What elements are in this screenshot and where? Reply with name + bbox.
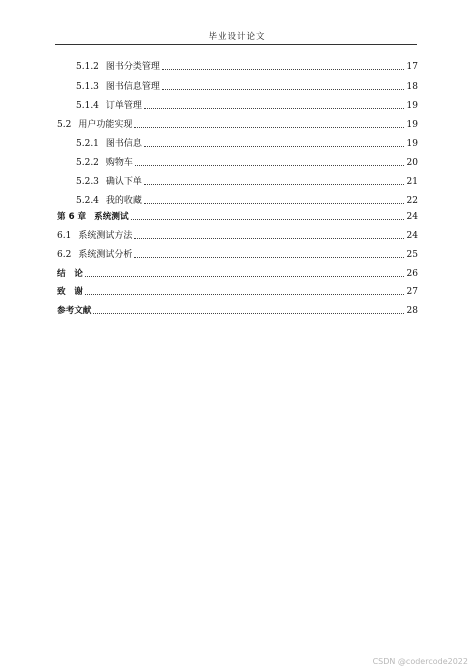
- toc-entry[interactable]: [0, 80, 474, 94]
- toc-entry-number: 第 6 章: [57, 212, 87, 222]
- toc-entry-title: 系统测试: [94, 212, 129, 222]
- toc-entry[interactable]: [0, 248, 474, 262]
- toc-leader-dots: [134, 127, 404, 128]
- toc-leader-dots: [131, 219, 404, 220]
- toc-entry-title: 订单管理: [105, 101, 142, 111]
- toc-entry-label: [76, 99, 142, 113]
- toc-entry-title: 用户功能实现: [78, 120, 133, 130]
- toc-entry-page: 19: [406, 139, 418, 149]
- toc-entry-page: 21: [406, 177, 418, 187]
- toc-entry-title: 致 谢: [57, 287, 83, 297]
- toc-entry-page: 17: [406, 62, 418, 72]
- toc-entry[interactable]: [0, 210, 474, 224]
- toc-entry-number: 5.1.2: [76, 62, 99, 72]
- toc-entry-number: 5.1.3: [76, 82, 99, 92]
- toc-entry-title: 图书信息: [105, 139, 142, 149]
- toc-leader-dots: [144, 146, 404, 147]
- toc-entry-page: 19: [406, 101, 418, 111]
- toc-entry-label: [76, 60, 160, 74]
- toc-entry-label: [76, 156, 133, 170]
- toc-entry-title: 系统测试方法: [78, 231, 133, 241]
- toc-entry-number: 5.2.3: [76, 177, 99, 187]
- toc-entry-number: 6.1: [57, 231, 72, 241]
- toc-entry[interactable]: [0, 137, 474, 151]
- toc-entry-label: [57, 118, 132, 132]
- toc-entry-title: 我的收藏: [105, 196, 142, 206]
- toc-leader-dots: [144, 184, 404, 185]
- toc-entry-label: [76, 80, 160, 94]
- toc-leader-dots: [144, 203, 404, 204]
- toc-entry-page: 18: [406, 82, 418, 92]
- toc-entry-number: 5.2: [57, 120, 72, 130]
- toc-entry[interactable]: [0, 118, 474, 132]
- toc-entry[interactable]: [0, 229, 474, 243]
- toc-entry-title: 购物车: [105, 158, 133, 168]
- toc-entry-number: 5.2.2: [76, 158, 99, 168]
- toc-entry-page: 27: [406, 287, 418, 297]
- toc-entry-number: 5.2.4: [76, 196, 99, 206]
- toc-entry-title: 系统测试分析: [78, 250, 133, 260]
- toc-entry-page: 20: [406, 158, 418, 168]
- toc-entry[interactable]: [0, 194, 474, 208]
- toc-leader-dots: [135, 165, 404, 166]
- toc-entry-page: 22: [406, 196, 418, 206]
- watermark: CSDN @codercode2022: [372, 657, 468, 666]
- toc-entry[interactable]: [0, 285, 474, 299]
- toc-entry-number: 5.1.4: [76, 101, 99, 111]
- toc-entry-page: 24: [406, 212, 418, 222]
- toc-entry-label: [76, 137, 142, 151]
- toc-entry-page: 25: [406, 250, 418, 260]
- toc-entry-title: 确认下单: [105, 177, 142, 187]
- toc-entry-title: 参考文献: [57, 306, 92, 316]
- toc-entry-label: [76, 175, 142, 189]
- toc-entry[interactable]: [0, 156, 474, 170]
- toc-entry-page: 28: [406, 306, 418, 316]
- toc-leader-dots: [85, 294, 404, 295]
- toc-entry-title: 图书分类管理: [105, 62, 160, 72]
- toc-entry[interactable]: [0, 267, 474, 281]
- toc-leader-dots: [134, 257, 404, 258]
- toc-entry-number: 5.2.1: [76, 139, 99, 149]
- toc-entry-label: [57, 210, 129, 224]
- toc-entry-label: [57, 304, 91, 318]
- page-header-title: 毕业设计论文: [208, 32, 266, 42]
- toc-entry-number: 6.2: [57, 250, 72, 260]
- toc-entry-page: 19: [406, 120, 418, 130]
- toc-entry-label: [57, 229, 132, 243]
- toc-entry-page: 26: [406, 269, 418, 279]
- toc-leader-dots: [162, 89, 404, 90]
- toc-entry[interactable]: [0, 60, 474, 74]
- toc-leader-dots: [162, 69, 404, 70]
- toc-entry-title: 结 论: [57, 269, 83, 279]
- toc-leader-dots: [85, 276, 404, 277]
- toc-entry[interactable]: [0, 99, 474, 113]
- toc-leader-dots: [93, 313, 404, 314]
- toc-entry-label: [76, 194, 142, 208]
- toc-entry-title: 图书信息管理: [105, 82, 160, 92]
- toc-entry[interactable]: [0, 304, 474, 318]
- toc-entry-label: [57, 248, 132, 262]
- toc-entry[interactable]: [0, 175, 474, 189]
- toc-leader-dots: [134, 238, 404, 239]
- toc-leader-dots: [144, 108, 404, 109]
- toc-entry-label: [57, 285, 83, 299]
- toc-entry-page: 24: [406, 231, 418, 241]
- toc-entry-label: [57, 267, 83, 281]
